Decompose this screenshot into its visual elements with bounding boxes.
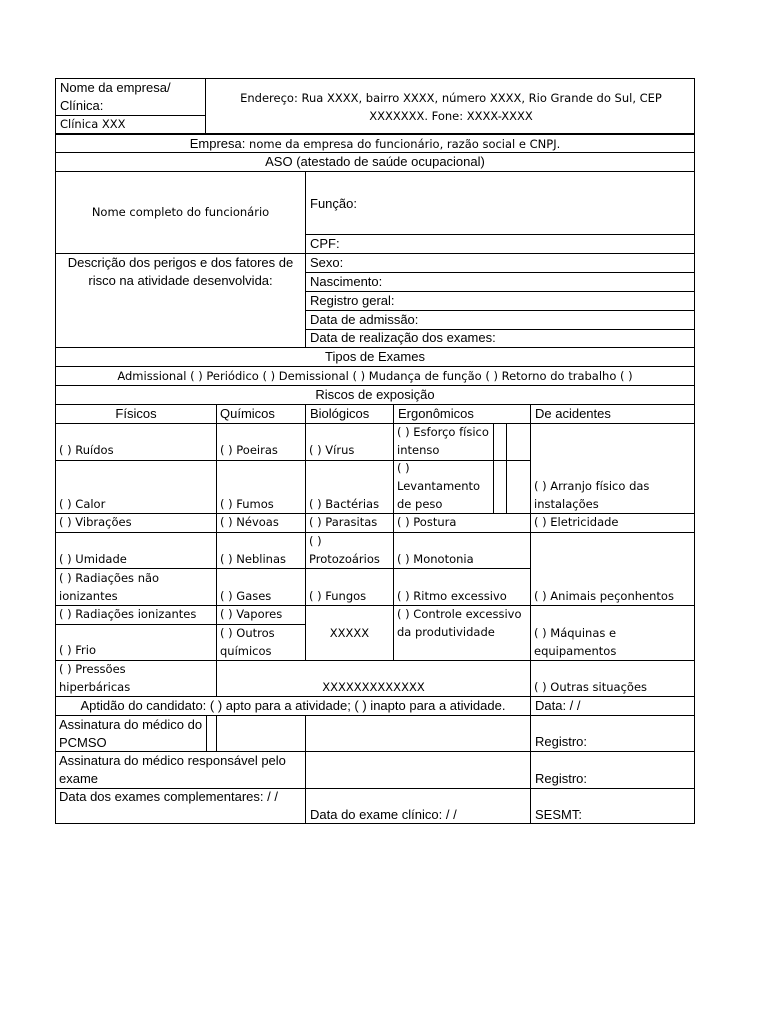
risk-subcell	[493, 460, 507, 514]
data-realizacao-label: Data de realização dos exames:	[310, 330, 496, 345]
fisicos-umidade: ( ) Umidade	[59, 552, 127, 566]
risk-subcell	[493, 423, 507, 461]
company-row	[55, 135, 695, 153]
company-label: Empresa:	[189, 136, 246, 151]
ergonomicos-postura: ( ) Postura	[397, 515, 457, 529]
address-text: Endereço: Rua XXXX, bairro XXXX, número XXXX, Rio Grande do Sul, CEP XXXXXXX. Fone: XXXX-XXXX	[240, 91, 662, 123]
fisicos-vibracoes: ( ) Vibrações	[59, 515, 132, 529]
cpf-label: CPF:	[310, 236, 340, 251]
aptitude-text: Aptidão do candidato: ( ) apto para a atividade; ( ) inapto para a atividade.	[80, 698, 506, 713]
complementary-label: Data dos exames complementares: / /	[59, 789, 278, 804]
registro2-label: Registro:	[535, 771, 588, 786]
biologicos-xxxxx: XXXXX	[329, 626, 370, 640]
ergonomicos-monotonia: ( ) Monotonia	[397, 552, 474, 566]
hazards-desc: Descrição dos perigos e dos fatores de risco na atividade desenvolvida:	[67, 255, 294, 288]
exam-types-title: Tipos de Exames	[325, 349, 425, 364]
exam-types-options: Admissional ( ) Periódico ( ) Demissional ( ) Mudança de função ( ) Retorno do trabalho ( )	[117, 369, 633, 383]
sexo-cell	[305, 253, 695, 273]
quimicos-neblinas: ( ) Neblinas	[220, 552, 286, 566]
sig-pcmso-space2	[305, 715, 531, 752]
sig-pcmso-label: Assinatura do médico do PCMSO	[59, 717, 203, 750]
employee-name: Nome completo do funcionário	[91, 205, 270, 219]
sig-responsavel-space	[305, 751, 531, 789]
header-ergonomicos: Ergonômicos	[398, 406, 474, 421]
acidentes-maquinas: ( ) Máquinas e equipamentos	[534, 626, 617, 658]
sexo-label: Sexo:	[310, 255, 344, 270]
registro1-label: Registro:	[535, 734, 588, 749]
ergonomicos-esforco: ( ) Esforço físico intenso	[397, 425, 489, 457]
clinic-value: Clínica XXX	[60, 117, 126, 131]
nascimento-label: Nascimento:	[310, 274, 383, 289]
acidentes-outras: ( ) Outras situações	[534, 680, 648, 694]
funcao-label: Função:	[310, 196, 357, 211]
aptitude-date: Data: / /	[535, 698, 581, 713]
quimicos-nevoas: ( ) Névoas	[220, 515, 279, 529]
aso-title: ASO (atestado de saúde ocupacional)	[265, 154, 485, 169]
company-value: nome da empresa do funcionário, razão social e CNPJ.	[249, 137, 561, 151]
fisicos-frio: ( ) Frio	[59, 643, 97, 657]
quimicos-outros: ( ) Outros químicos	[220, 626, 275, 658]
header-biologicos: Biológicos	[310, 406, 370, 421]
risk-filler: XXXXXXXXXXXXX	[322, 680, 425, 694]
biologicos-protozoarios: ( ) Protozoários	[309, 534, 380, 566]
biologicos-fungos: ( ) Fungos	[309, 589, 367, 603]
header-fisicos: Físicos	[115, 406, 157, 421]
ergonomicos-controle: ( ) Controle excessivo da produtividade	[397, 607, 522, 639]
biologicos-virus: ( ) Vírus	[309, 443, 355, 457]
header-acidentes: De acidentes	[535, 406, 611, 421]
cpf-cell	[305, 234, 695, 254]
quimicos-gases: ( ) Gases	[220, 589, 272, 603]
risk-subcell	[506, 423, 531, 461]
acidentes-animais: ( ) Animais peçonhentos	[534, 589, 674, 603]
company-clinic-label: Nome da empresa/ Clínica:	[60, 80, 171, 113]
acidentes-arranjo: ( ) Arranjo físico das instalações	[534, 479, 650, 511]
quimicos-fumos: ( ) Fumos	[220, 497, 274, 511]
sig-pcmso-space	[216, 715, 306, 752]
fisicos-pressoes: ( ) Pressões hiperbáricas	[59, 662, 131, 694]
clinical-label: Data do exame clínico: / /	[310, 807, 457, 822]
data-admissao-label: Data de admissão:	[310, 312, 419, 327]
biologicos-bacterias: ( ) Bactérias	[309, 497, 380, 511]
fisicos-radiacoes-nao-ionizantes: ( ) Radiações não ionizantes	[59, 571, 160, 603]
ergonomicos-levantamento: ( ) Levantamento de peso	[397, 461, 481, 511]
risk-subcell	[506, 460, 531, 514]
header-quimicos: Químicos	[220, 406, 275, 421]
quimicos-vapores: ( ) Vapores	[220, 607, 283, 621]
quimicos-poeiras: ( ) Poeiras	[220, 443, 278, 457]
fisicos-radiacoes-ionizantes: ( ) Radiações ionizantes	[59, 607, 197, 621]
ergonomicos-ritmo: ( ) Ritmo excessivo	[397, 589, 507, 603]
fisicos-calor: ( ) Calor	[59, 497, 106, 511]
biologicos-parasitas: ( ) Parasitas	[309, 515, 378, 529]
fisicos-ruidos: ( ) Ruídos	[59, 443, 114, 457]
sig-responsavel-label: Assinatura do médico responsável pelo exame	[59, 753, 286, 786]
sesmt-label: SESMT:	[535, 807, 582, 822]
acidentes-eletricidade: ( ) Eletricidade	[534, 515, 619, 529]
risks-title: Riscos de exposição	[315, 387, 435, 402]
registro-geral-label: Registro geral:	[310, 293, 395, 308]
funcao-cell	[305, 171, 695, 235]
